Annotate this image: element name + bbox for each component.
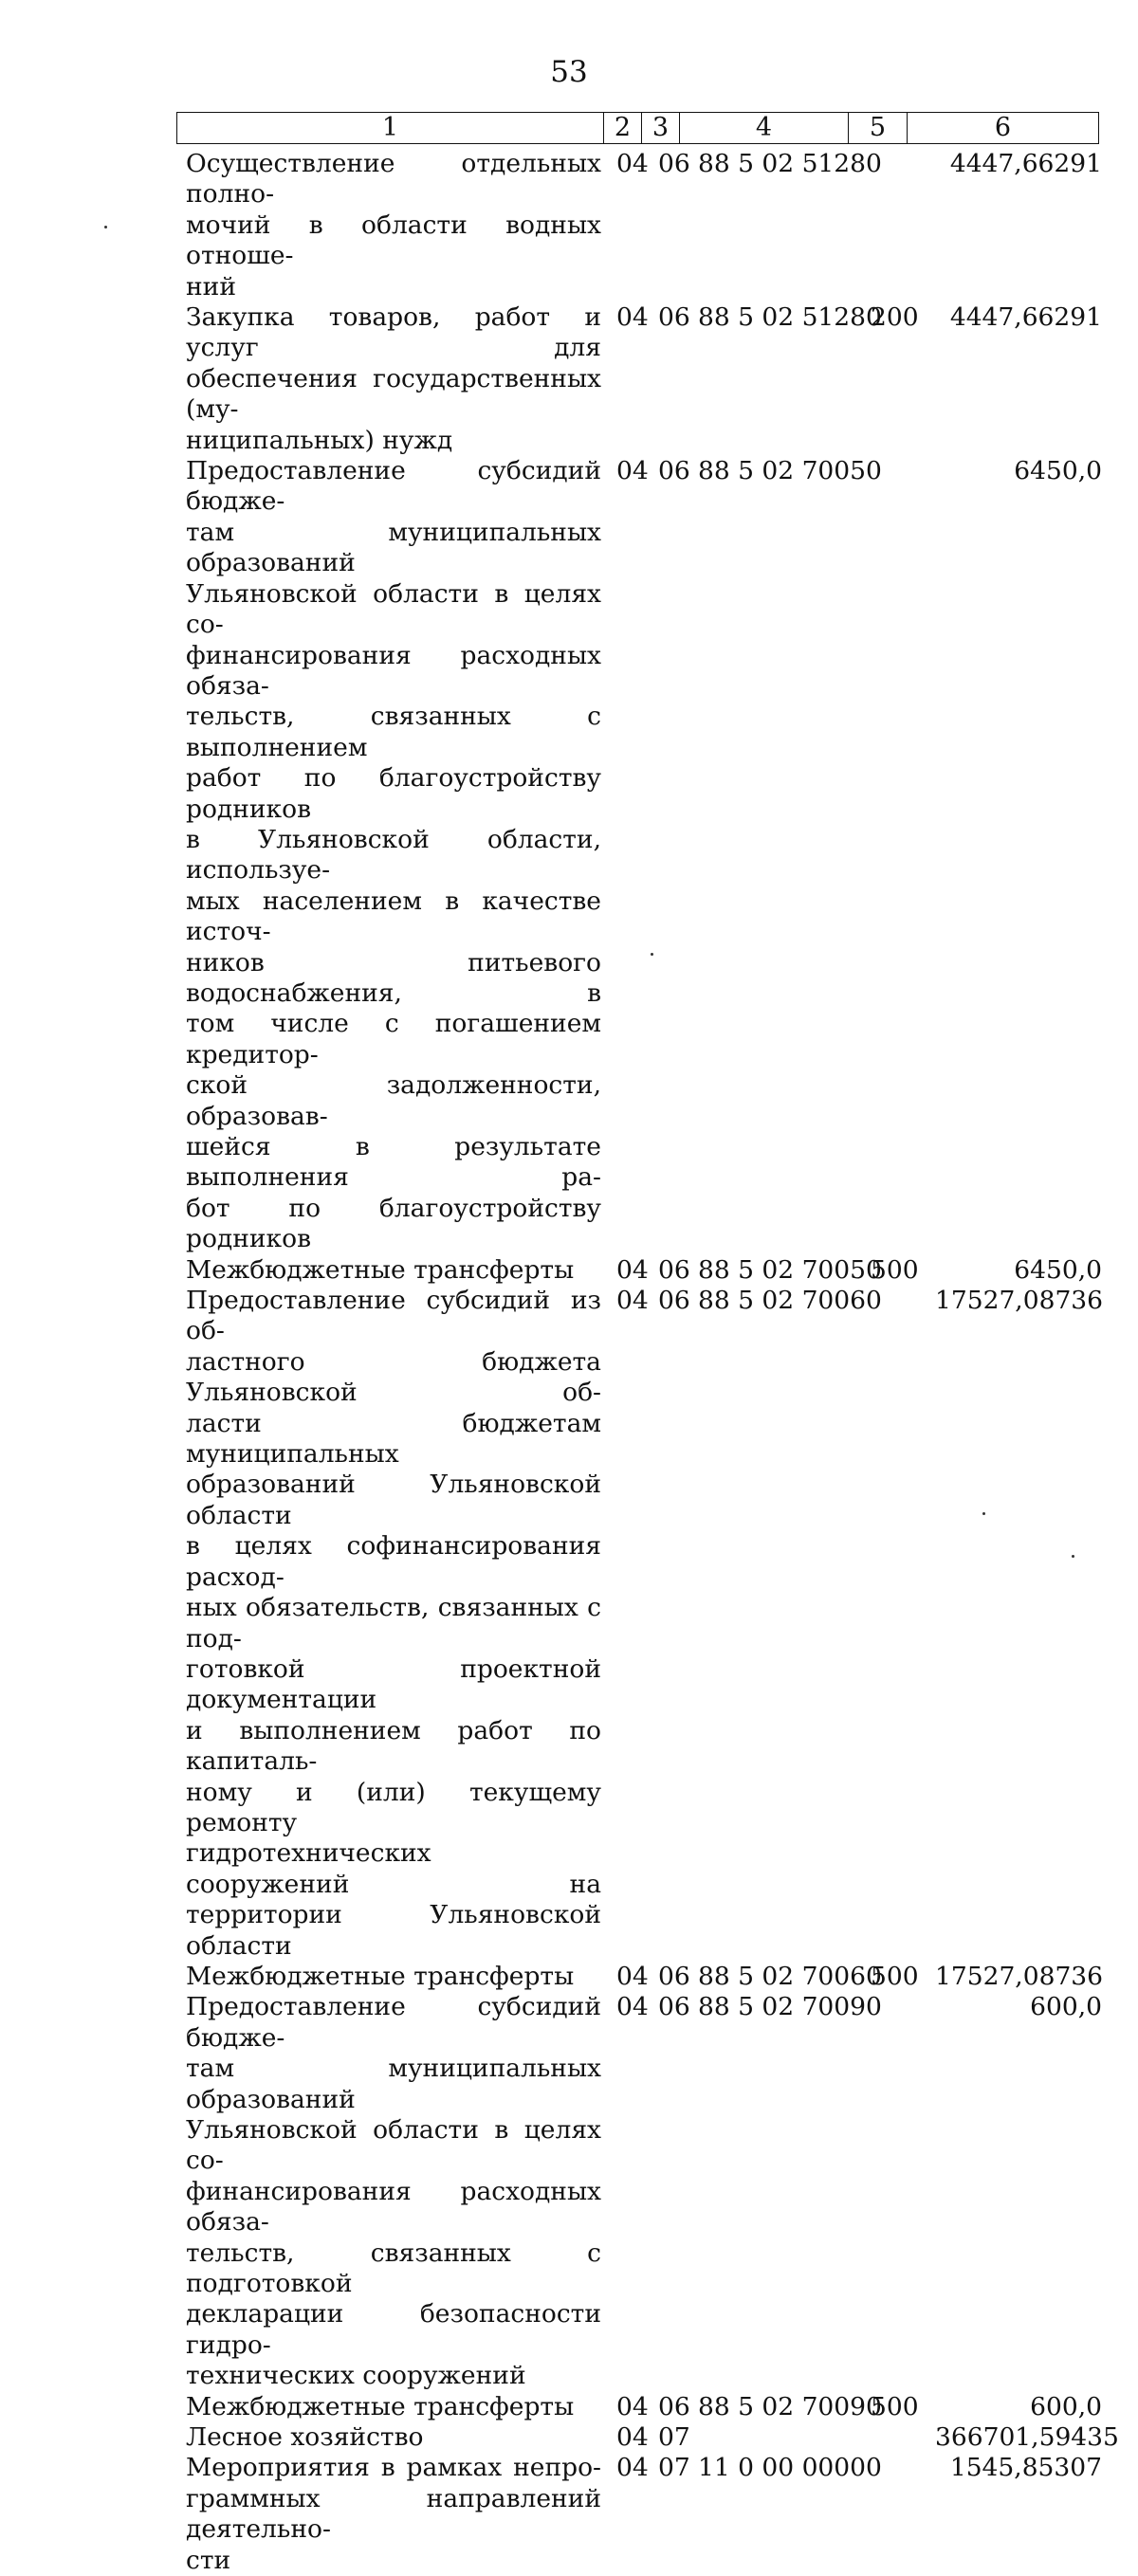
section-code: 04 xyxy=(616,2453,649,2483)
subsection-code: 06 xyxy=(658,456,690,486)
target-article-code: 88 5 02 70090 xyxy=(698,2391,882,2421)
amount: 4447,66291 xyxy=(949,149,1102,178)
description-line: гидротехнических сооружений на xyxy=(186,1838,601,1899)
row-description xyxy=(186,456,601,1255)
scan-speck xyxy=(982,1512,985,1515)
expense-type-code: 200 xyxy=(871,302,919,333)
description-line: мочий в области водных отноше- xyxy=(186,210,601,271)
description-line: образований Ульяновской области xyxy=(186,1470,601,1530)
expense-type-code: 500 xyxy=(871,2391,919,2421)
description-line: финансирования расходных обяза- xyxy=(186,2176,601,2238)
description-line: Ульяновской области в целях со- xyxy=(186,578,601,640)
subsection-code: 06 xyxy=(658,1254,690,1285)
description-line: Межбюджетные трансферты xyxy=(186,1254,575,1285)
description-line: и выполнением работ по капиталь- xyxy=(186,1715,601,1777)
section-code: 04 xyxy=(616,2422,649,2453)
column-header-3: 3 xyxy=(642,113,680,144)
table-row xyxy=(186,2422,1134,2453)
amount: 600,0 xyxy=(1030,1992,1102,2022)
subsection-code: 06 xyxy=(658,1961,690,1991)
description-line: там муниципальных образований xyxy=(186,2054,601,2114)
description-line: граммных направлений деятельно- xyxy=(186,2483,601,2545)
description-line: Закупка товаров, работ и услуг для xyxy=(186,302,601,363)
row-description xyxy=(186,1286,601,1962)
target-article-code: 88 5 02 51280 xyxy=(698,149,882,178)
amount: 366701,59435 xyxy=(935,2422,1119,2453)
target-article-code: 88 5 02 70060 xyxy=(698,1286,882,1316)
table-row xyxy=(186,2392,1134,2422)
subsection-code: 06 xyxy=(658,1286,690,1316)
target-article-code: 88 5 02 70090 xyxy=(698,1992,882,2022)
description-line: Ульяновской области в целях со- xyxy=(186,2115,601,2176)
section-code: 04 xyxy=(616,1254,649,1285)
subsection-code: 06 xyxy=(658,302,690,333)
section-code: 04 xyxy=(616,1992,649,2022)
description-line: Предоставление субсидий бюдже- xyxy=(186,456,601,517)
page-number: 53 xyxy=(550,55,588,89)
row-description xyxy=(186,1992,601,2391)
description-line: сти xyxy=(186,2545,231,2575)
table-row xyxy=(186,1992,1134,2391)
table-row xyxy=(186,149,1134,302)
description-line: ний xyxy=(186,271,236,301)
table-row xyxy=(186,2453,1134,2576)
table-row xyxy=(186,1962,1134,1992)
description-line: обеспечения государственных (му- xyxy=(186,363,601,425)
amount: 6450,0 xyxy=(1014,456,1102,486)
description-line: декларации безопасности гидро- xyxy=(186,2299,601,2360)
section-code: 04 xyxy=(616,456,649,486)
description-line: в Ульяновской области, используе- xyxy=(186,824,601,886)
description-line: Осуществление отдельных полно- xyxy=(186,149,601,210)
row-description xyxy=(186,2453,601,2576)
description-line: Межбюджетные трансферты xyxy=(186,1961,575,1991)
section-code: 04 xyxy=(616,2391,649,2421)
column-header-4: 4 xyxy=(680,113,849,144)
subsection-code: 06 xyxy=(658,149,690,178)
description-line: ному и (или) текущему ремонту xyxy=(186,1777,601,1837)
row-description xyxy=(186,2422,601,2453)
scan-speck xyxy=(104,226,107,228)
description-line: бот по благоустройству родников xyxy=(186,1193,601,1254)
description-line: Предоставление субсидий бюдже- xyxy=(186,1992,601,2053)
table-row xyxy=(186,302,1134,456)
description-line: Лесное хозяйство xyxy=(186,2422,424,2453)
row-description xyxy=(186,149,601,302)
description-line: готовкой проектной документации xyxy=(186,1653,601,1715)
description-line: тельств, связанных с выполнением xyxy=(186,702,601,762)
table-row xyxy=(186,1255,1134,1286)
subsection-code: 06 xyxy=(658,2391,690,2421)
column-header-2: 2 xyxy=(604,113,642,144)
description-line: Мероприятия в рамках непро- xyxy=(186,2453,601,2483)
row-description xyxy=(186,302,601,456)
description-line: там муниципальных образований xyxy=(186,517,601,578)
description-line: ных обязательств, связанных с под- xyxy=(186,1593,601,1653)
description-line: в целях софинансирования расход- xyxy=(186,1531,601,1592)
table-row xyxy=(186,1286,1134,1962)
subsection-code: 07 xyxy=(658,2453,690,2483)
column-header-6: 6 xyxy=(908,113,1099,144)
description-line: том числе с погашением кредитор- xyxy=(186,1009,601,1069)
expense-type-code: 500 xyxy=(871,1254,919,1285)
column-header-1: 1 xyxy=(177,113,604,144)
target-article-code: 88 5 02 70050 xyxy=(698,456,882,486)
table-body xyxy=(186,149,1134,2576)
subsection-code: 06 xyxy=(658,1992,690,2022)
row-description xyxy=(186,2392,601,2422)
amount: 6450,0 xyxy=(1014,1254,1102,1285)
description-line: ской задолженности, образовав- xyxy=(186,1070,601,1131)
target-article-code: 11 0 00 00000 xyxy=(698,2453,882,2483)
section-code: 04 xyxy=(616,302,649,333)
description-line: ластного бюджета Ульяновской об- xyxy=(186,1346,601,1408)
description-line: мых населением в качестве источ- xyxy=(186,886,601,947)
target-article-code: 88 5 02 70050 xyxy=(698,1254,882,1285)
description-line: работ по благоустройству родников xyxy=(186,763,601,824)
column-header-5: 5 xyxy=(849,113,908,144)
section-code: 04 xyxy=(616,149,649,178)
scan-speck xyxy=(1072,1555,1074,1558)
amount: 17527,08736 xyxy=(935,1286,1104,1316)
description-line: ласти бюджетам муниципальных xyxy=(186,1408,601,1470)
description-line: Межбюджетные трансферты xyxy=(186,2391,575,2421)
description-line: ников питьевого водоснабжения, в xyxy=(186,947,601,1008)
description-line: территории Ульяновской области xyxy=(186,1900,601,1961)
description-line: тельств, связанных с подготовкой xyxy=(186,2238,601,2299)
expense-type-code: 500 xyxy=(871,1961,919,1991)
row-description xyxy=(186,1255,601,1286)
subsection-code: 07 xyxy=(658,2422,690,2453)
target-article-code: 88 5 02 70060 xyxy=(698,1961,882,1991)
amount: 600,0 xyxy=(1030,2391,1102,2421)
column-header-table xyxy=(176,112,1099,144)
row-description xyxy=(186,1962,601,1992)
description-line: шейся в результате выполнения ра- xyxy=(186,1132,601,1193)
amount: 17527,08736 xyxy=(935,1961,1104,1991)
target-article-code: 88 5 02 51280 xyxy=(698,302,882,333)
scan-speck xyxy=(651,953,653,956)
amount: 4447,66291 xyxy=(949,302,1102,333)
amount: 1545,85307 xyxy=(949,2453,1102,2483)
table-row xyxy=(186,456,1134,1255)
section-code: 04 xyxy=(616,1961,649,1991)
section-code: 04 xyxy=(616,1286,649,1316)
description-line: Предоставление субсидий из об- xyxy=(186,1286,601,1346)
description-line: ниципальных) нужд xyxy=(186,425,453,455)
description-line: технических сооружений xyxy=(186,2361,526,2391)
description-line: финансирования расходных обяза- xyxy=(186,640,601,701)
column-header-row xyxy=(177,113,1099,144)
